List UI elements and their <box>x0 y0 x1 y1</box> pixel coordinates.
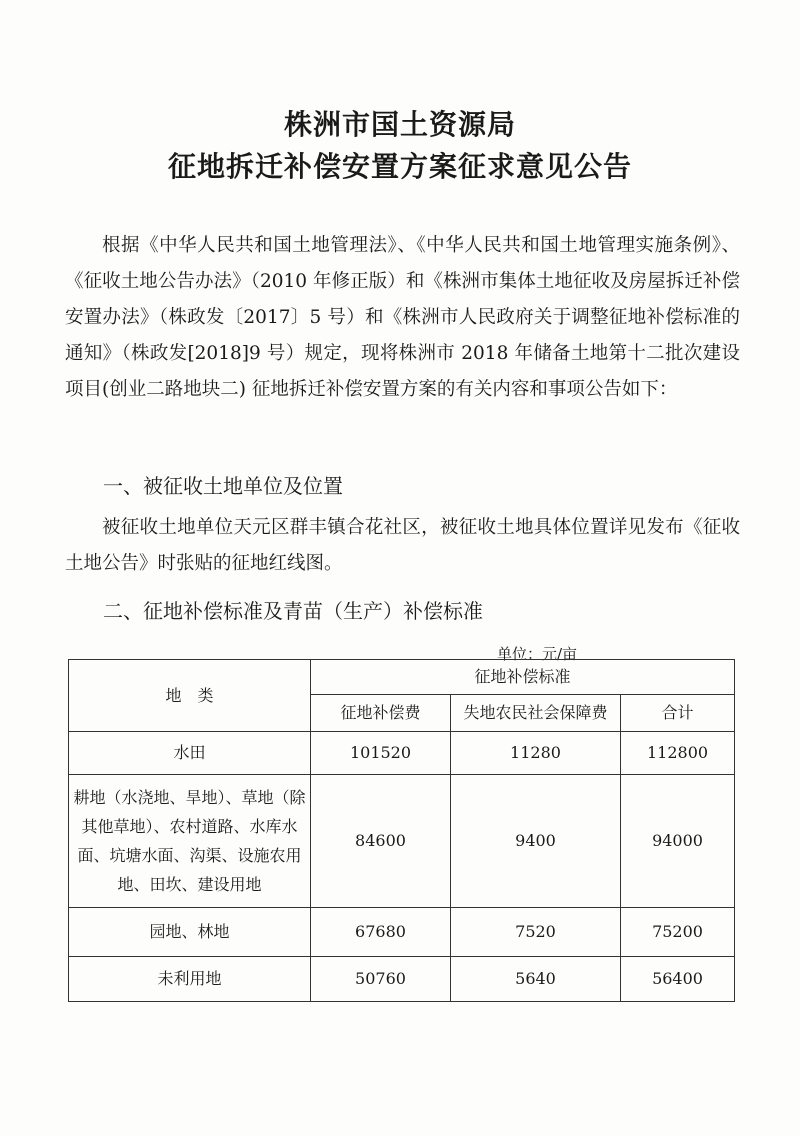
cell-category: 园地、林地 <box>69 908 311 957</box>
table-row <box>69 732 735 775</box>
document-title-agency: 株洲市国土资源局 <box>283 108 516 141</box>
header-group: 征地补偿标准 <box>311 660 735 695</box>
section-1-heading: 一、被征收土地单位及位置 <box>103 474 343 498</box>
cell-social-security: 11280 <box>451 732 621 775</box>
header-social-security: 失地农民社会保障费 <box>451 695 621 732</box>
table-row <box>69 957 735 1002</box>
cell-compensation: 50760 <box>311 957 451 1002</box>
cell-compensation: 67680 <box>311 908 451 957</box>
cell-total: 112800 <box>621 732 735 775</box>
cell-total: 56400 <box>621 957 735 1002</box>
cell-social-security: 5640 <box>451 957 621 1002</box>
cell-category: 未利用地 <box>69 957 311 1002</box>
document-title-subject: 征地拆迁补偿安置方案征求意见公告 <box>167 150 632 183</box>
compensation-table <box>68 659 735 1002</box>
cell-category: 耕地（水浇地、旱地）、草地（除其他草地）、农村道路、水库水面、坑塘水面、沟渠、设施农用地、田坎、建设用地 <box>69 775 311 908</box>
cell-social-security: 9400 <box>451 775 621 908</box>
cell-total: 75200 <box>621 908 735 957</box>
section-1-text: 被征收土地单位天元区群丰镇合花社区，被征收土地具体位置详见发布《征收土地公告》时张贴的征地红线图。 <box>65 517 740 574</box>
cell-compensation: 84600 <box>311 775 451 908</box>
header-category: 地 类 <box>69 660 311 732</box>
table-unit-note: 单位：元/亩 <box>497 645 578 663</box>
cell-total: 94000 <box>621 775 735 908</box>
cell-social-security: 7520 <box>451 908 621 957</box>
table-header-row <box>69 660 735 695</box>
section-2-heading: 二、征地补偿标准及青苗（生产）补偿标准 <box>103 599 483 623</box>
intro-paragraph: 根据《中华人民共和国土地管理法》、《中华人民共和国土地管理实施条例》、《征收土地公告办法》（2010 年修正版）和《株洲市集体土地征收及房屋拆迁补偿安置办法》（株政发〔2017〕5 号）和《株洲市人民政府关于调整征地补偿标准的通知》（株政发[2018]9 号）规定，现将株洲市 2018 年储备土地第十二批次建设项目(创业二路地块二) 征地拆迁补偿安置方案的有关内容和事项公告如下： <box>65 235 740 400</box>
cell-category: 水田 <box>69 732 311 775</box>
cell-compensation: 101520 <box>311 732 451 775</box>
table-row <box>69 908 735 957</box>
table-row <box>69 775 735 908</box>
header-total: 合计 <box>621 695 735 732</box>
header-compensation: 征地补偿费 <box>311 695 451 732</box>
